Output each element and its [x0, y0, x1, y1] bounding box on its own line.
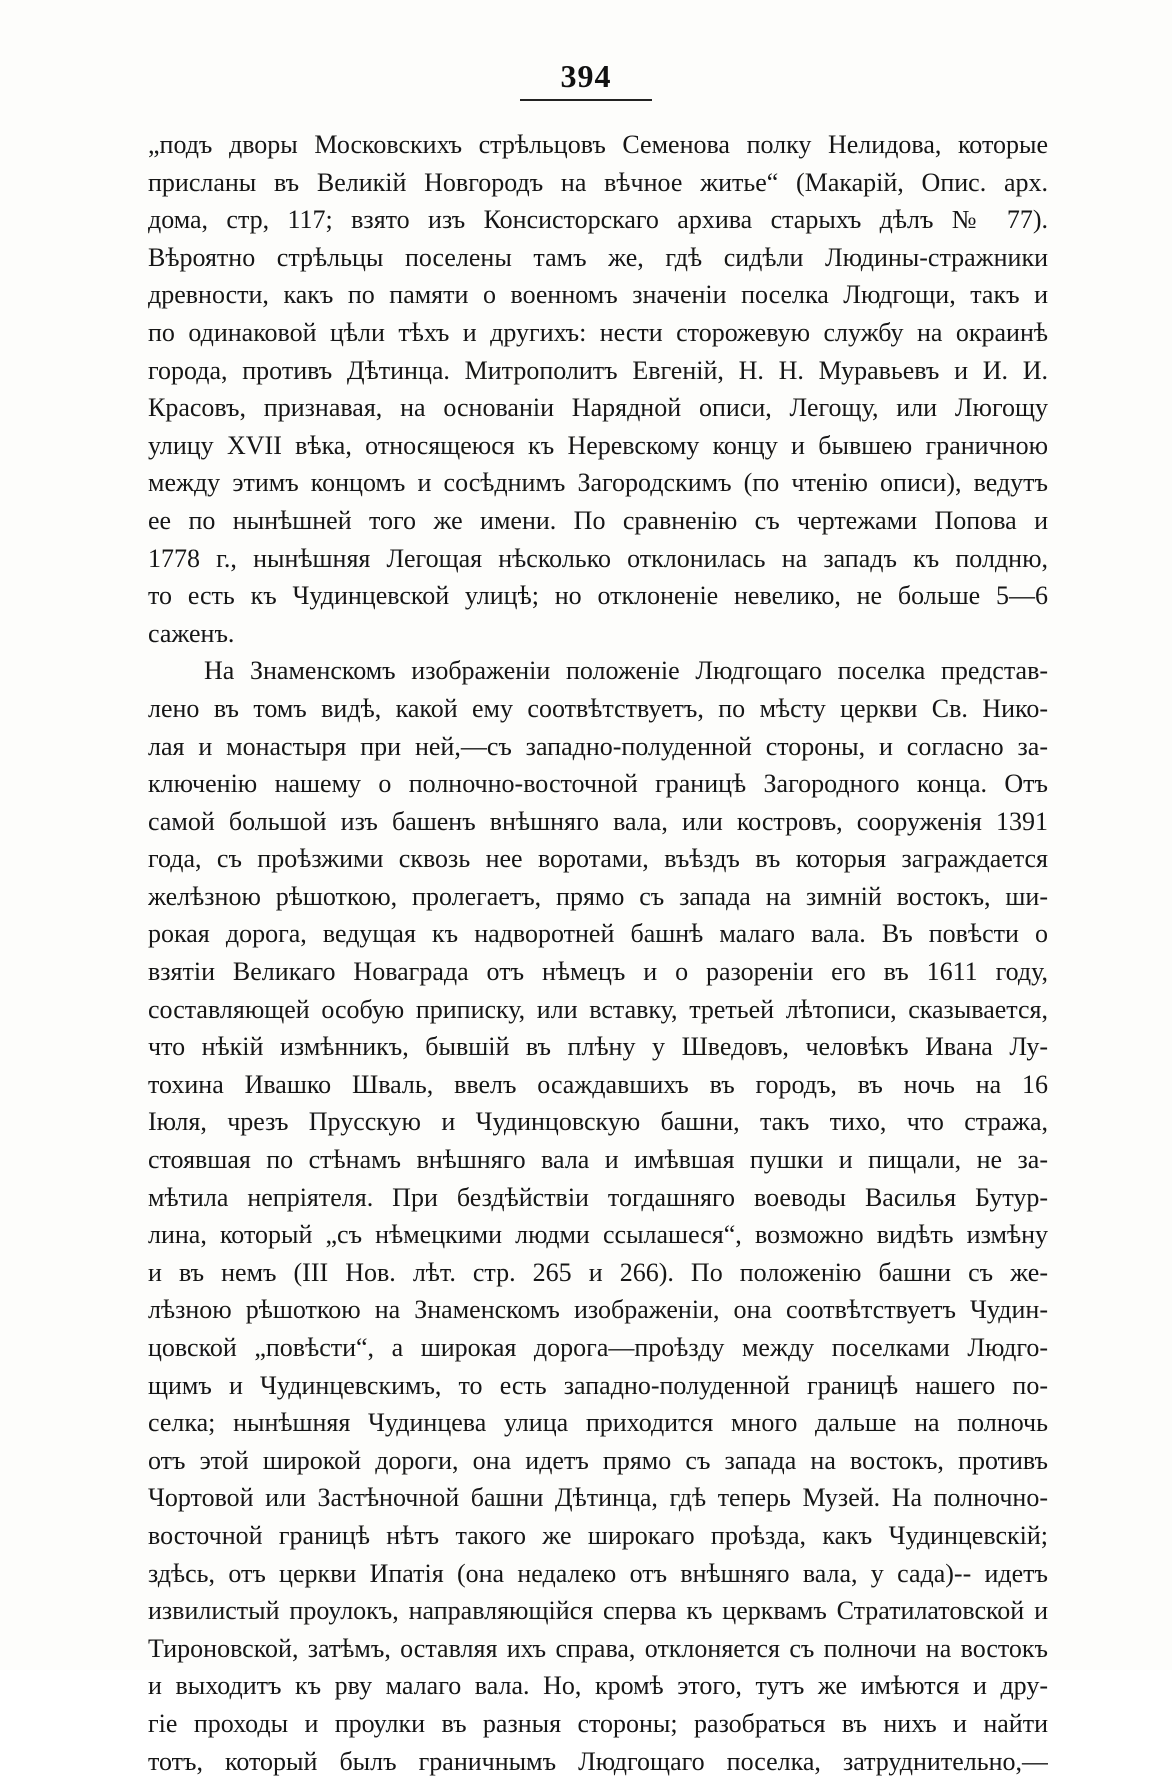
- text-line: саженъ.: [148, 618, 235, 648]
- text-line: тохина Ивашко Шваль, ввелъ осаждавшихъ въ городъ, въ ночь на 16: [148, 1069, 1048, 1099]
- text-line: На Знаменскомъ изображеніи положеніе Людгощаго поселка представ-: [204, 656, 1048, 686]
- text-line: рокая дорога, ведущая къ надворотней башнѣ малаго вала. Въ повѣсти о: [148, 919, 1048, 949]
- text-line: года, съ проѣзжими сквозь нее воротами, въѣздъ въ которыя заграждается: [148, 844, 1048, 874]
- text-line: самой большой изъ башенъ внѣшняго вала, или костровъ, сооруженія 1391: [148, 806, 1048, 836]
- text-line: отъ этой широкой дороги, она идетъ прямо съ запада на востокъ, противъ: [148, 1445, 1048, 1475]
- text-line: мѣтила непріятеля. При бездѣйствіи тогдашняго воеводы Василья Бутур-: [148, 1182, 1048, 1212]
- text-line: что нѣкій измѣнникъ, бывшій въ плѣну у Шведовъ, человѣкъ Ивана Лу-: [148, 1032, 1048, 1062]
- text-line: селка; нынѣшняя Чудинцева улица приходится много дальше на полночь: [148, 1408, 1048, 1438]
- text-line: восточной границѣ нѣтъ такого же широкаго проѣзда, какъ Чудинцевскій;: [148, 1520, 1048, 1550]
- text-line: тотъ, который былъ граничнымъ Людгощаго поселка, затруднительно,—: [148, 1746, 1048, 1776]
- text-line: лина, который „съ нѣмецкими людми ссылашеся“, возможно видѣть измѣну: [148, 1220, 1048, 1250]
- text-line: Тироновской, затѣмъ, оставляя ихъ справа, отклоняется съ полночи на востокъ: [148, 1633, 1048, 1663]
- text-line: Чортовой или Застѣночной башни Дѣтинца, гдѣ теперь Музей. На полночно-: [148, 1483, 1048, 1513]
- text-line: присланы въ Великій Новгородъ на вѣчное житье“ (Макарій, Опис. арх.: [148, 167, 1048, 197]
- text-line: гіе проходы и проулки въ разныя стороны; разобраться въ нихъ и найти: [148, 1708, 1048, 1738]
- text-line: по одинаковой цѣли тѣхъ и другихъ: нести сторожевую службу на окраинѣ: [148, 317, 1048, 347]
- text-line: здѣсь, отъ церкви Ипатія (она недалеко отъ внѣшняго вала, у сада)-- идетъ: [148, 1558, 1048, 1588]
- text-line: Іюля, чрезъ Прусскую и Чудинцовскую башни, такъ тихо, что стража,: [148, 1107, 1048, 1137]
- text-line: взятіи Великаго Новаграда отъ нѣмецъ и о разореніи его въ 1611 году,: [148, 957, 1048, 987]
- text-line: города, противъ Дѣтинца. Митрополитъ Евгеній, Н. Н. Муравьевъ и И. И.: [148, 355, 1048, 385]
- text-line: то есть къ Чудинцевской улицѣ; но отклоненіе невелико, не больше 5—6: [148, 581, 1048, 611]
- text-line: Вѣроятно стрѣльцы поселены тамъ же, гдѣ сидѣли Людины-стражники: [148, 242, 1048, 272]
- text-line: и въ немъ (III Нов. лѣт. стр. 265 и 266). По положенію башни съ же-: [148, 1257, 1048, 1287]
- text-line: ее по нынѣшней того же имени. По сравненію съ чертежами Попова и: [148, 505, 1048, 535]
- text-line: между этимъ концомъ и сосѣднимъ Загородскимъ (по чтенію описи), ведутъ: [148, 468, 1048, 498]
- text-line: ключенію нашему о полночно-восточной границѣ Загородного конца. Отъ: [148, 769, 1048, 799]
- text-line: улицу XVII вѣка, относящеюся къ Неревскому концу и бывшею граничною: [148, 430, 1048, 460]
- text-line: извилистый проулокъ, направляющійся сперва къ церквамъ Стратилатовской и: [148, 1596, 1048, 1626]
- page-number-rule: [520, 99, 652, 101]
- text-line: „подъ дворы Московскихъ стрѣльцовъ Семенова полку Нелидова, которые: [148, 130, 1048, 159]
- text-line: желѣзною рѣшоткою, пролегаетъ, прямо съ запада на зимній востокъ, ши-: [148, 881, 1048, 911]
- text-line: стоявшая по стѣнамъ внѣшняго вала и имѣвшая пушки и пищали, не за-: [148, 1145, 1048, 1175]
- text-line: составляющей особую приписку, или вставку, третьей лѣтописи, сказывается,: [148, 994, 1048, 1024]
- text-line: лая и монастыря при ней,—съ западно-полуденной стороны, и согласно за-: [148, 731, 1048, 761]
- page-number: 394: [560, 58, 612, 94]
- text-line: дома, стр, 117; взято изъ Консисторскаго архива старыхъ дѣлъ № 77).: [148, 205, 1048, 235]
- text-line: лѣзною рѣшоткою на Знаменскомъ изображеніи, она соотвѣтствуетъ Чудин-: [148, 1295, 1048, 1325]
- text-line: и выходитъ къ рву малаго вала. Но, кромѣ этого, тутъ же имѣются и дру-: [148, 1671, 1048, 1701]
- text-line: цовской „повѣсти“, а широкая дорога—проѣзду между поселками Людго-: [148, 1333, 1048, 1362]
- text-line: 1778 г., нынѣшняя Легощая нѣсколько отклонилась на западъ къ полдню,: [148, 543, 1048, 573]
- body-text: [148, 126, 1048, 1780]
- text-line: древности, какъ по памяти о военномъ значеніи поселка Людгощи, такъ и: [148, 280, 1048, 310]
- text-line: Красовъ, признавая, на основаніи Нарядной описи, Легощу, или Люгощу: [148, 393, 1048, 423]
- text-line: щимъ и Чудинцевскимъ, то есть западно-полуденной границѣ нашего по-: [148, 1370, 1048, 1400]
- text-line: лено въ томъ видѣ, какой ему соотвѣтствуетъ, по мѣсту церкви Св. Нико-: [148, 693, 1048, 723]
